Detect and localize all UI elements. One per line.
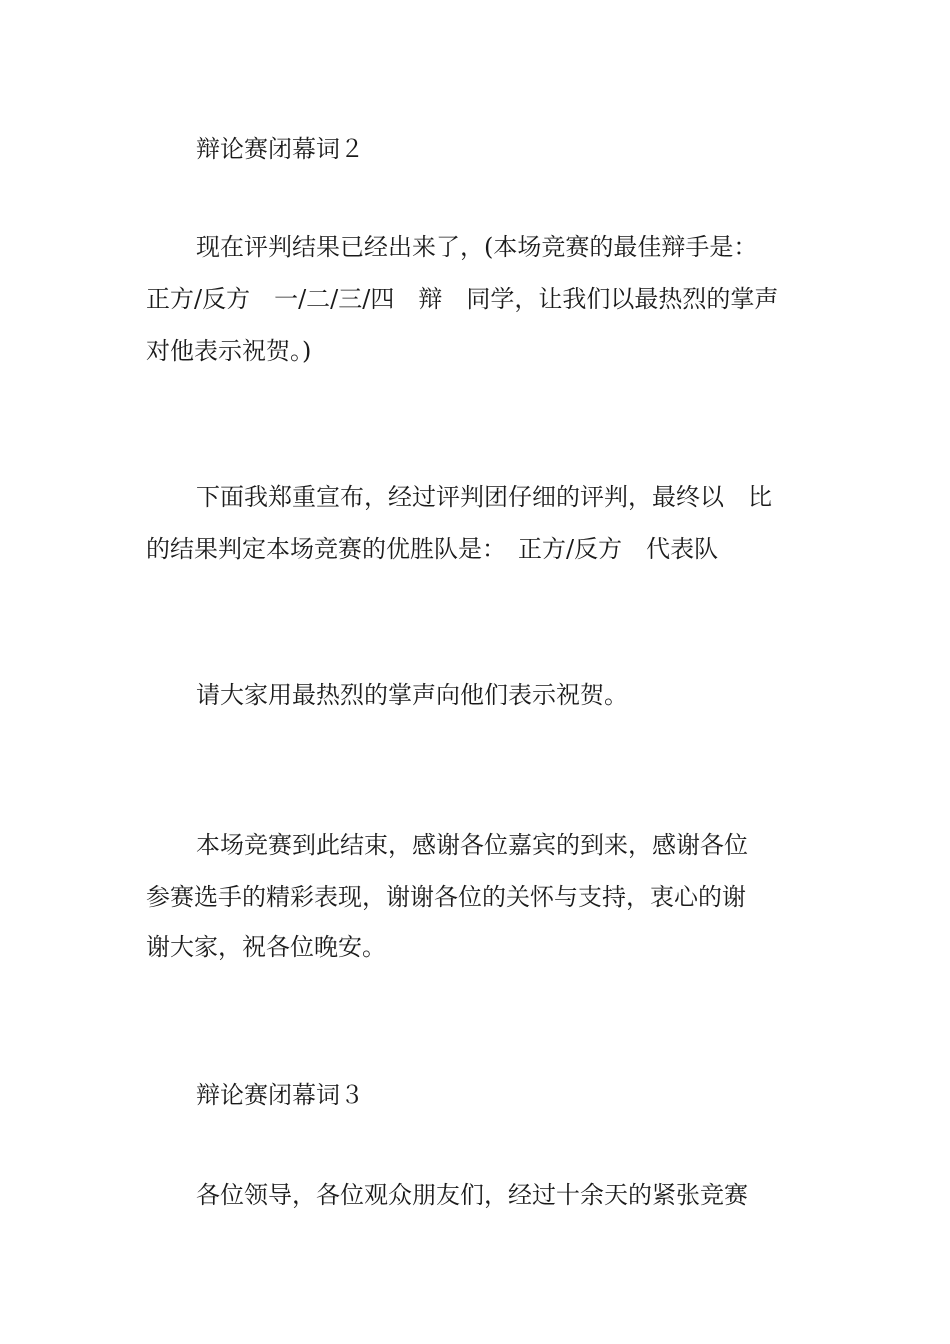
paragraph-line: 各位领导，各位观众朋友们，经过十余天的紧张竞赛	[196, 1181, 748, 1209]
paragraph-line: 现在评判结果已经出来了，(本场竞赛的最佳辩手是：	[196, 233, 758, 261]
paragraph-line: 对他表示祝贺。)	[146, 337, 312, 365]
paragraph-line: 本场竞赛到此结束，感谢各位嘉宾的到来，感谢各位	[196, 831, 748, 859]
paragraph-line: 正方/反方 一/二/三/四 辩 同学，让我们以最热烈的掌声	[146, 285, 779, 313]
paragraph-line: 参赛选手的精彩表现，谢谢各位的关怀与支持，衷心的谢	[146, 883, 746, 911]
section-heading-3: 辩论赛闭幕词３	[196, 1081, 364, 1109]
paragraph-line: 谢大家，祝各位晚安。	[146, 933, 386, 961]
paragraph-line: 请大家用最热烈的掌声向他们表示祝贺。	[196, 681, 628, 709]
paragraph-line: 的结果判定本场竞赛的优胜队是： 正方/反方 代表队	[146, 535, 719, 563]
paragraph-line: 下面我郑重宣布，经过评判团仔细的评判，最终以 比	[196, 483, 772, 511]
section-heading-2: 辩论赛闭幕词２	[196, 135, 364, 163]
